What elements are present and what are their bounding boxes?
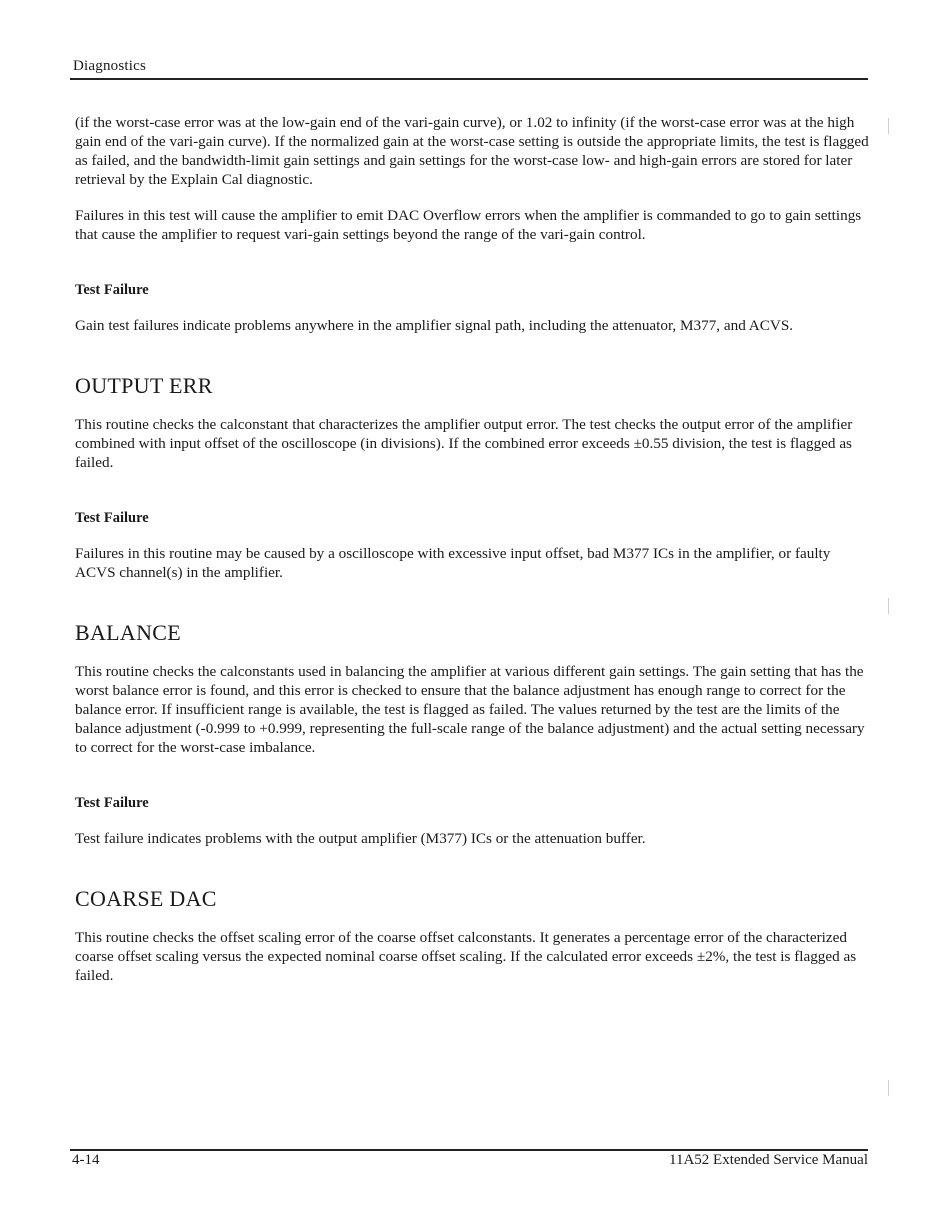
balance-test-failure-text: Test failure indicates problems with the output amplifier (M377) ICs or the attenuation buffer. xyxy=(75,830,646,847)
dac-overflow-paragraph: Failures in this test will cause the amplifier to emit DAC Overflow errors when the amplifier is commanded to go to gain settings that cause the amplifier to request vari-gain settings beyond the range of the vari-gain control. xyxy=(75,207,862,243)
footer-rule xyxy=(70,1149,868,1151)
scan-mark xyxy=(888,118,889,134)
running-header: Diagnostics xyxy=(73,58,147,74)
gain-test-failure-heading: Test Failure xyxy=(75,282,149,298)
continuation-paragraph: (if the worst-case error was at the low-gain end of the vari-gain curve), or 1.02 to infinity (if the worst-case error was at the high gain end of the vari-gain curve). If the normalized gain at the worst-case setting is outside the appropriate limits, the test is flagged as failed, and the bandwidth-limit gain settings and gain settings for the worst-case low- and high-gain errors are stored for later retrieval by the Explain Cal diagnostic. xyxy=(75,114,869,188)
balance-text: This routine checks the calconstants used in balancing the amplifier at various different gain settings. The gain setting that has the worst balance error is found, and this error is checked to ensure that the balance adjustment has enough range to correct for the balance error. If insufficient range is available, the test is flagged as failed. The values returned by the test are the limits of the balance adjustment (-0.999 to +0.999, representing the full-scale range of the balance adjustment) and the actual setting necessary to correct for the worst-case imbalance. xyxy=(75,663,865,756)
header-rule xyxy=(70,78,868,80)
balance-test-failure-heading: Test Failure xyxy=(75,795,149,811)
output-err-test-failure-text: Failures in this routine may be caused by a oscilloscope with excessive input offset, bad M377 ICs in the amplifier, or faulty ACVS channel(s) in the amplifier. xyxy=(75,545,831,581)
manual-title: 11A52 Extended Service Manual xyxy=(669,1152,868,1168)
page-number: 4-14 xyxy=(72,1152,100,1168)
gain-test-failure-text: Gain test failures indicate problems anywhere in the amplifier signal path, including the attenuator, M377, and ACVS. xyxy=(75,317,794,334)
scan-mark xyxy=(888,598,889,614)
coarse-dac-text: This routine checks the offset scaling error of the coarse offset calconstants. It generates a percentage error of the characterized coarse offset scaling versus the expected nominal coarse offset scaling. If the calculated error exceeds ±2%, the test is flagged as failed. xyxy=(75,929,857,984)
coarse-dac-heading: COARSE DAC xyxy=(75,886,217,911)
output-err-text: This routine checks the calconstant that characterizes the amplifier output error. The test checks the output error of the amplifier combined with input offset of the oscilloscope (in divisions). If the combined error exceeds ±0.55 division, the test is flagged as failed. xyxy=(75,416,853,471)
page-body xyxy=(75,113,870,985)
scan-mark xyxy=(888,1080,889,1096)
output-err-heading: OUTPUT ERR xyxy=(75,373,213,398)
output-err-test-failure-heading: Test Failure xyxy=(75,510,149,526)
balance-heading: BALANCE xyxy=(75,620,181,645)
